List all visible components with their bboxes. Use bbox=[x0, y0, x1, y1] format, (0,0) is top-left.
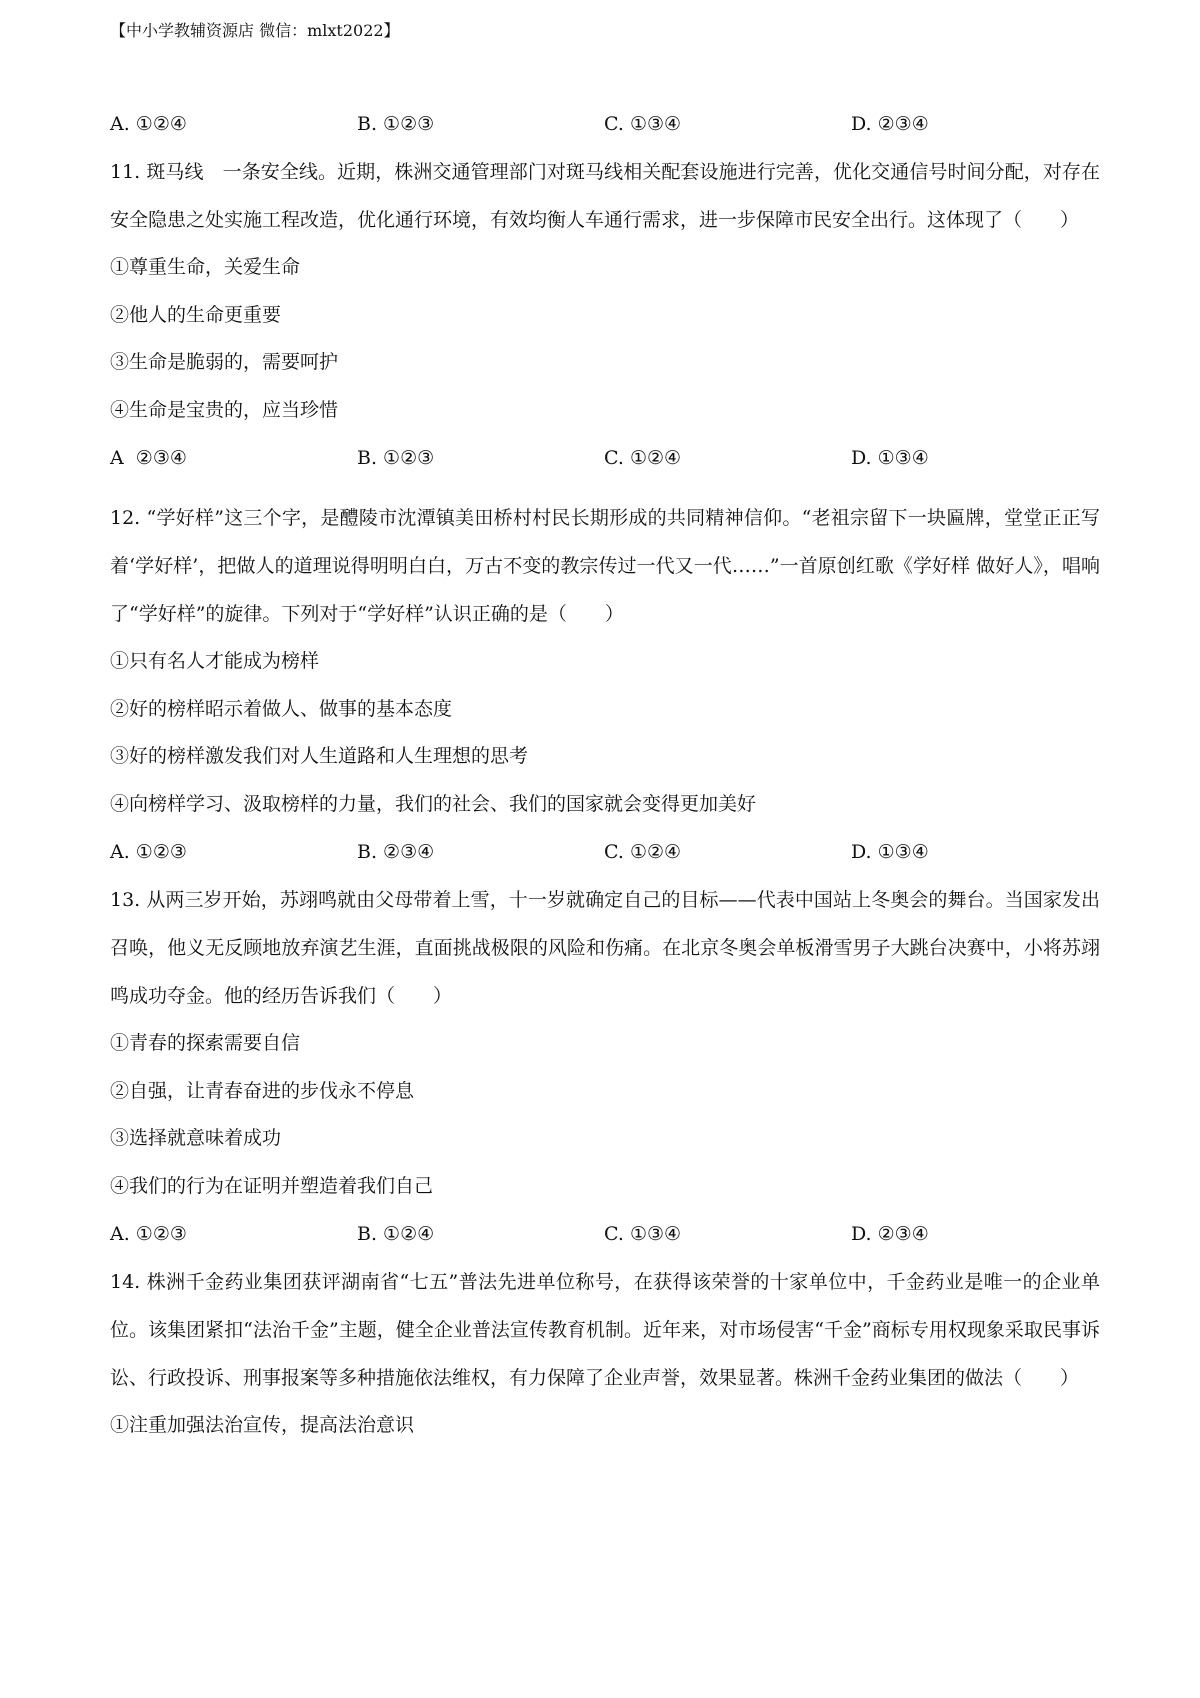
choice-d: D. ②③④ bbox=[851, 113, 929, 135]
question-14-option-1: ①注重加强法治宣传，提高法治意识 bbox=[110, 1414, 415, 1436]
choice-b: B. ②③④ bbox=[357, 841, 435, 863]
answer-choices-q12 bbox=[110, 828, 1100, 876]
question-13-option-3: ③选择就意味着成功 bbox=[110, 1127, 282, 1149]
question-13-text: 13. 从两三岁开始，苏翊鸣就由父母带着上雪，十一岁就确定自己的目标——代表中国站上冬奥会的舞台。当国家发出召唤，他义无反顾地放弃演艺生涯，直面挑战极限的风险和伤痛。在北京冬奥会单板滑雪男子大跳台决赛中，小将苏翊鸣成功夺金。他的经历告诉我们（ ） bbox=[110, 889, 1100, 1007]
answer-choices-q13 bbox=[110, 1210, 1100, 1258]
choice-b: B. ①②③ bbox=[357, 113, 435, 135]
choice-a: A. ①②③ bbox=[110, 841, 187, 863]
question-11-option-1: ①尊重生命，关爱生命 bbox=[110, 256, 301, 278]
choice-a: A ②③④ bbox=[110, 447, 187, 469]
choice-c: C. ①②④ bbox=[604, 447, 682, 469]
question-12-text: 12. “学好样”这三个字，是醴陵市沈潭镇美田桥村村民长期形成的共同精神信仰。“老祖宗留下一块匾牌，堂堂正正写着‘学好样’，把做人的道理说得明明白白，万古不变的教宗传过一代又一代……”一首原创红歌《学好样 做好人》，唱响了“学好样”的旋律。下列对于“学好样”认识正确的是（ ） bbox=[110, 507, 1100, 625]
question-11-option-4: ④生命是宝贵的，应当珍惜 bbox=[110, 398, 339, 421]
choice-a: A. ①②④ bbox=[110, 113, 187, 135]
question-12-option-4: ④向榜样学习、汲取榜样的力量，我们的社会、我们的国家就会变得更加美好 bbox=[110, 792, 757, 815]
question-11-text: 11. 斑马线 一条安全线。近期，株洲交通管理部门对斑马线相关配套设施进行完善，优化交通信号时间分配，对存在安全隐患之处实施工程改造，优化通行环境，有效均衡人车通行需求，进一步保障市民安全出行。这体现了（ ） bbox=[110, 161, 1100, 231]
choice-b: B. ①②④ bbox=[357, 1223, 435, 1245]
answer-choices-q10 bbox=[110, 100, 1100, 148]
choice-c: C. ①③④ bbox=[604, 113, 682, 135]
question-11-option-2: ②他人的生命更重要 bbox=[110, 303, 282, 326]
question-12-option-3: ③好的榜样激发我们对人生道路和人生理想的思考 bbox=[110, 745, 529, 767]
choice-c: C. ①③④ bbox=[604, 1223, 682, 1245]
question-12-option-2: ②好的榜样昭示着做人、做事的基本态度 bbox=[110, 697, 453, 720]
page-header: 【中小学教辅资源店 微信：mlxt2022】 bbox=[110, 21, 400, 40]
choice-d: D. ①③④ bbox=[851, 841, 929, 863]
choice-c: C. ①②④ bbox=[604, 841, 682, 863]
question-13-option-4: ④我们的行为在证明并塑造着我们自己 bbox=[110, 1174, 434, 1197]
document-body bbox=[110, 100, 1100, 1450]
choice-d: D. ②③④ bbox=[851, 1223, 929, 1245]
question-12-option-1: ①只有名人才能成为榜样 bbox=[110, 650, 320, 672]
choice-a: A. ①②③ bbox=[110, 1223, 187, 1245]
answer-choices-q11 bbox=[110, 434, 1100, 482]
question-13-option-2: ②自强，让青春奋进的步伐永不停息 bbox=[110, 1079, 415, 1102]
choice-b: B. ①②③ bbox=[357, 447, 435, 469]
question-13-option-1: ①青春的探索需要自信 bbox=[110, 1032, 301, 1054]
question-14-text: 14. 株洲千金药业集团获评湖南省“七五”普法先进单位称号，在获得该荣誉的十家单位中，千金药业是唯一的企业单位。该集团紧扣“法治千金”主题，健全企业普法宣传教育机制。近年来，对市场侵害“千金”商标专用权现象采取民事诉讼、行政投诉、刑事报案等多种措施依法维权，有力保障了企业声誉，效果显著。株洲千金药业集团的做法（ ） bbox=[110, 1271, 1100, 1389]
question-11-option-3: ③生命是脆弱的，需要呵护 bbox=[110, 351, 339, 373]
choice-d: D. ①③④ bbox=[851, 447, 929, 469]
